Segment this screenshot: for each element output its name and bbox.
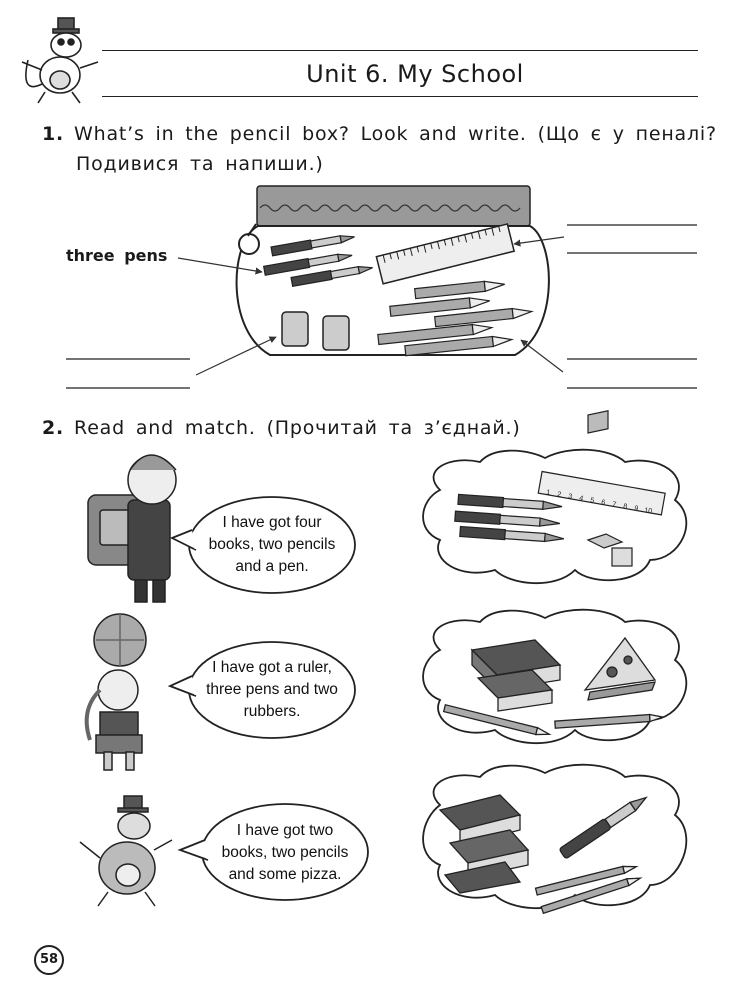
task1-number: 1.: [42, 123, 65, 145]
cloud-pens-ruler-rubbers[interactable]: [423, 411, 686, 583]
dino-mascot-illustration: [80, 796, 172, 906]
bubble-1-line-1: I have got four: [222, 514, 322, 531]
page-title: Unit 6. My School: [306, 60, 524, 88]
svg-text:5: 5: [589, 497, 595, 505]
pencil-box-zip-band: [257, 186, 530, 226]
svg-text:4: 4: [578, 495, 584, 503]
pencil-box-illustration: [237, 186, 549, 356]
speech-bubble-1-text: [192, 512, 352, 578]
svg-text:9: 9: [633, 505, 639, 513]
bubble-3-line-1: I have got two: [236, 822, 334, 839]
speech-bubble-3-text: [205, 820, 365, 886]
svg-text:7: 7: [611, 501, 617, 509]
svg-text:3: 3: [567, 493, 573, 501]
cloud-books-pen-pencils[interactable]: [423, 765, 686, 914]
bubble-1-line-3: and a pen.: [235, 558, 309, 575]
task1-instruction-line2: Подивися та напиши.): [76, 153, 324, 175]
bubble-2-line-3: rubbers.: [243, 703, 301, 720]
svg-text:6: 6: [600, 499, 606, 507]
bubble-2-line-2: three pens and two: [206, 681, 338, 698]
example-label-three-pens: three pens: [66, 246, 168, 265]
mascot-dino-icon: [22, 18, 98, 103]
task1-instruction-line1: What’s in the pencil box? Look and write. (Що є у пеналі?: [74, 123, 717, 145]
task2-instruction-text: Read and match. (Прочитай та з’єднай.): [74, 417, 521, 439]
bubble-3-line-2: books, two pencils: [221, 844, 349, 861]
bubble-1-line-2: books, two pencils: [208, 536, 336, 553]
girl-with-globe-illustration: [87, 614, 146, 770]
bubble-3-line-3: and some pizza.: [228, 866, 342, 883]
page-number-badge: 58: [34, 945, 64, 975]
boy-with-backpack-illustration: [88, 455, 176, 602]
bubble-2-line-1: I have got a ruler,: [212, 659, 332, 676]
speech-bubble-2-text: [192, 657, 352, 723]
svg-text:10: 10: [643, 507, 653, 516]
zipper-pull-icon: [239, 234, 259, 254]
svg-text:8: 8: [622, 503, 628, 511]
svg-text:1: 1: [545, 489, 551, 497]
svg-text:2: 2: [556, 491, 562, 499]
task2-number: 2.: [42, 417, 65, 439]
cloud-books-pizza-pencils[interactable]: [423, 610, 686, 743]
